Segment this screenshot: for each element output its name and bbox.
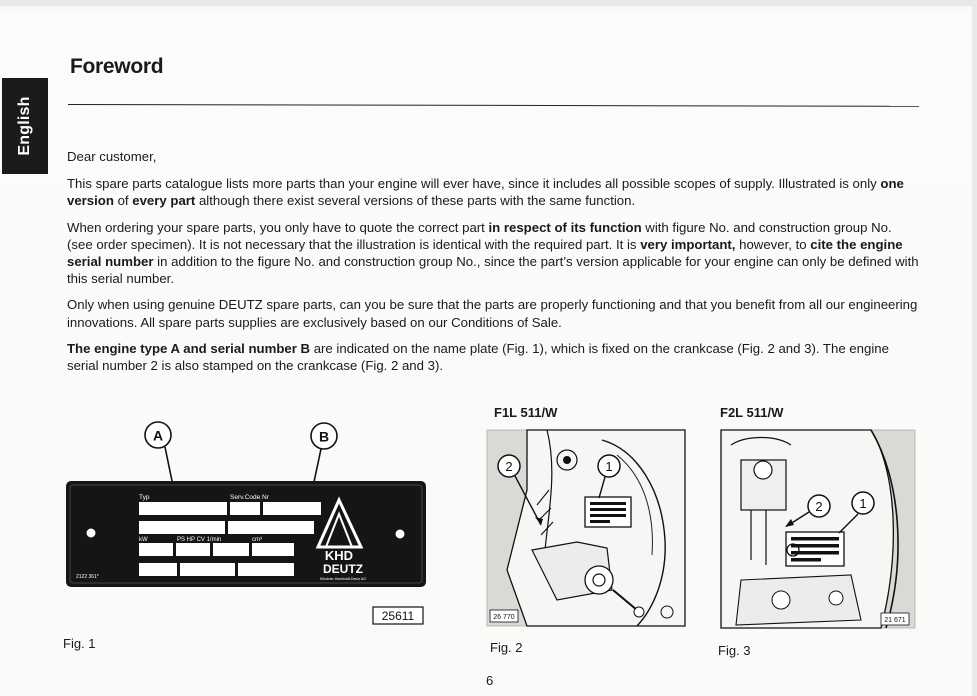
p1-text-d: although there exist several versions of these parts with the same function.	[195, 193, 636, 209]
plate-typ-label: Typ	[139, 494, 150, 501]
p1-text-c: of	[113, 193, 133, 209]
brand-deutz: DEUTZ	[323, 562, 363, 576]
fig1-ref-box	[373, 607, 423, 624]
fig3-engine-drawing	[721, 430, 915, 628]
fig3-ref-tag-label: 21 671	[884, 617, 906, 624]
page-title: Foreword	[70, 55, 164, 78]
p2-text-d: however, to	[735, 236, 811, 252]
page-number: 6	[486, 673, 494, 688]
p1-bold-1: one version	[67, 176, 904, 209]
p2-bold-2: very important,	[640, 236, 736, 252]
callout-b-label: B	[318, 428, 330, 445]
fig2-ref-tag	[490, 610, 518, 622]
p4-bold-1: The engine type A and serial number B	[67, 340, 311, 356]
fig1-ref-number: 25611	[381, 609, 415, 623]
fig2-ref-tag-label: 26 770	[493, 614, 515, 621]
fig2-callout-2-label: 2	[505, 459, 513, 474]
fig3-callout-2-label: 2	[815, 499, 823, 514]
p2-bold-3: cite the engine serial number	[67, 236, 903, 270]
language-tab-label: English	[16, 96, 33, 156]
paragraph-3: Only when using genuine DEUTZ spare parts, can you be sure that the parts are properly functioning and that you benefit from all our engineering innovations. All spare parts supplies are exclusively based on our Conditions of Sale.	[67, 297, 918, 330]
fig1-caption: Fig. 1	[63, 636, 96, 651]
brand-khd: KHD	[324, 548, 354, 563]
name-plate	[66, 481, 426, 587]
plate-serv-label: Serv.Code Nr	[230, 494, 269, 501]
callout-a-label: A	[152, 427, 164, 444]
fig3-caption: Fig. 3	[718, 643, 751, 658]
p2-text-e: in addition to the figure No. and construction group No., since the part’s version applicable for your engine can only be defined with this serial number.	[67, 254, 919, 287]
p2-text-a: When ordering your spare parts, you only have to quote the correct part	[67, 219, 489, 235]
fig3-title: F2L 511/W	[720, 405, 784, 420]
brand-small: Klöckner-Humboldt-Deutz AG	[320, 577, 366, 581]
p2-text-c: with figure No. and construction group No. (see order specimen). It is not necessary that the illustration is identical with the required part. It is	[67, 219, 892, 252]
fig2-engine-drawing	[487, 430, 685, 626]
fig3-ref-tag	[881, 613, 909, 625]
plate-kw-label: kW	[139, 537, 148, 543]
fig2-callout-1-label: 1	[605, 459, 613, 474]
plate-ps-label: PS HP CV 1/min	[177, 537, 222, 543]
fig3-callout-1-label: 1	[859, 496, 867, 511]
fig2-caption: Fig. 2	[490, 640, 523, 655]
fig2-title: F1L 511/W	[494, 405, 558, 420]
p1-bold-2: every part	[132, 193, 196, 209]
p1-text-a: This spare parts catalogue lists more parts than your engine will ever have, since it includes all possible scopes of supply. Illustrated is only	[67, 176, 881, 192]
p4-text-a: are indicated on the name plate (Fig. 1), which is fixed on the crankcase (Fig. 2 and 3). The engine serial number 2 is also stamped on the crankcase (Fig. 2 and 3).	[67, 340, 889, 374]
salutation: Dear customer,	[67, 149, 157, 164]
plate-cm3-label: cm³	[252, 537, 262, 543]
plate-code-label: 2122 361*	[76, 574, 99, 580]
p2-bold-1: in respect of its function	[488, 219, 642, 235]
